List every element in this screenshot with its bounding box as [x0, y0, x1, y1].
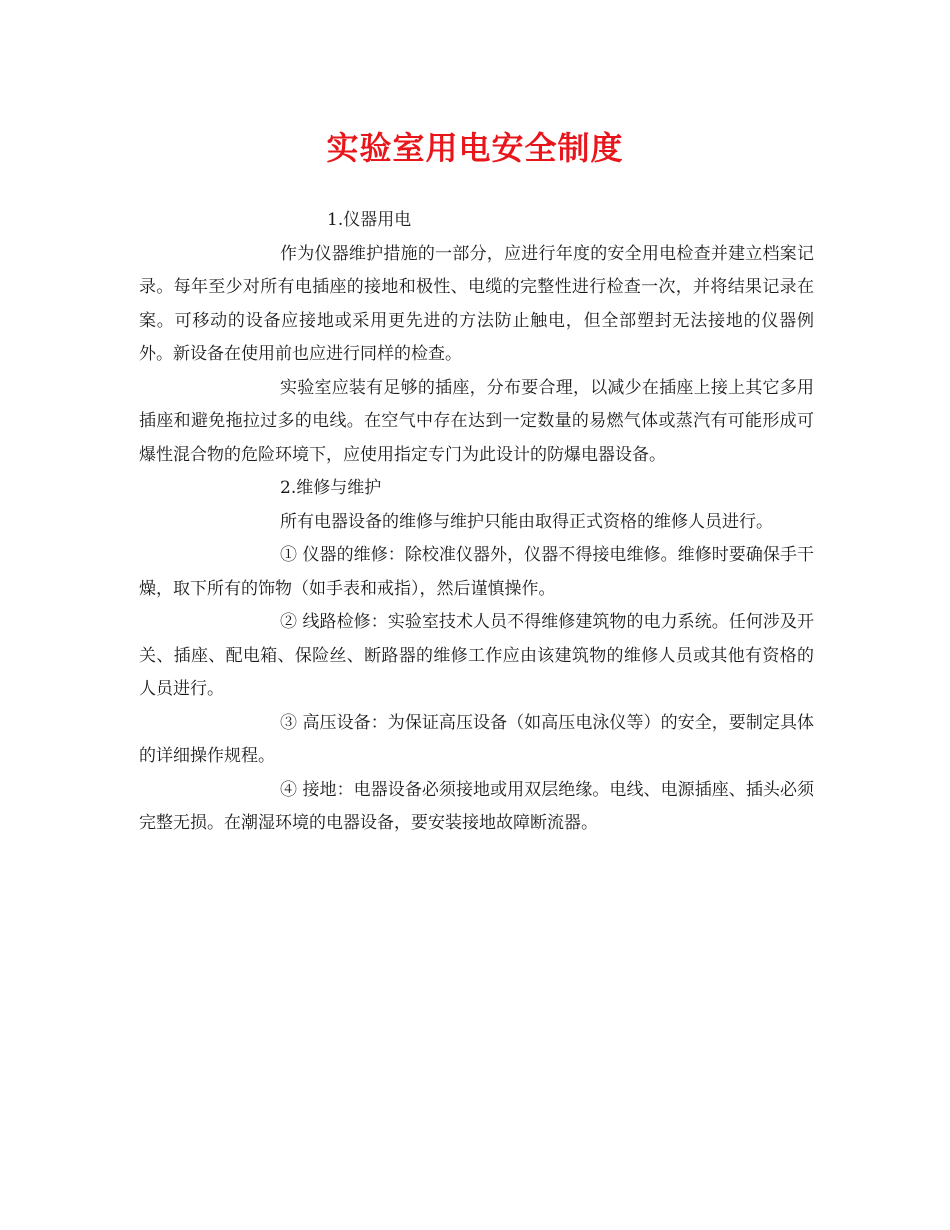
section-heading-maintenance: 2.维修与维护 [280, 478, 382, 498]
paragraph-annual-inspection: 作为仪器维护措施的一部分，应进行年度的安全用电检查并建立档案记录。每年至少对所有电插座的接地和极性、电缆的完整性进行检查一次，并将结果记录在案。可移动的设备应接地或采用更先进的方法防止触电，但全部塑封无法接地的仪器例外。新设备在使用前也应进行同样的检查。 [139, 243, 814, 364]
paragraph-grounding: ④ 接地：电器设备必须接地或用双层绝缘。电线、电源插座、插头必须完整无损。在潮湿环境的电器设备，要安装接地故障断流器。 [139, 779, 814, 833]
document-body [139, 204, 814, 841]
paragraph-high-voltage: ③ 高压设备：为保证高压设备（如高压电泳仪等）的安全，要制定具体的详细操作规程。 [139, 712, 814, 766]
document-title: 实验室用电安全制度 [326, 129, 624, 167]
paragraph-qualified-personnel: 所有电器设备的维修与维护只能由取得正式资格的维修人员进行。 [280, 511, 773, 532]
paragraph-instrument-repair: ① 仪器的维修：除校准仪器外，仪器不得接电维修。维修时要确保手干燥，取下所有的饰物（如手表和戒指），然后谨慎操作。 [139, 545, 814, 599]
paragraph-sockets: 实验室应装有足够的插座，分布要合理，以减少在插座上接上其它多用插座和避免拖拉过多的电线。在空气中存在达到一定数量的易燃气体或蒸汽有可能形成可爆性混合物的危险环境下，应使用指定专门为此设计的防爆电器设备。 [139, 377, 814, 465]
paragraph-line-maintenance: ② 线路检修：实验室技术人员不得维修建筑物的电力系统。任何涉及开关、插座、配电箱、保险丝、断路器的维修工作应由该建筑物的维修人员或其他有资格的人员进行。 [139, 612, 814, 699]
section-heading-instrument-power: 1.仪器用电 [327, 210, 412, 230]
